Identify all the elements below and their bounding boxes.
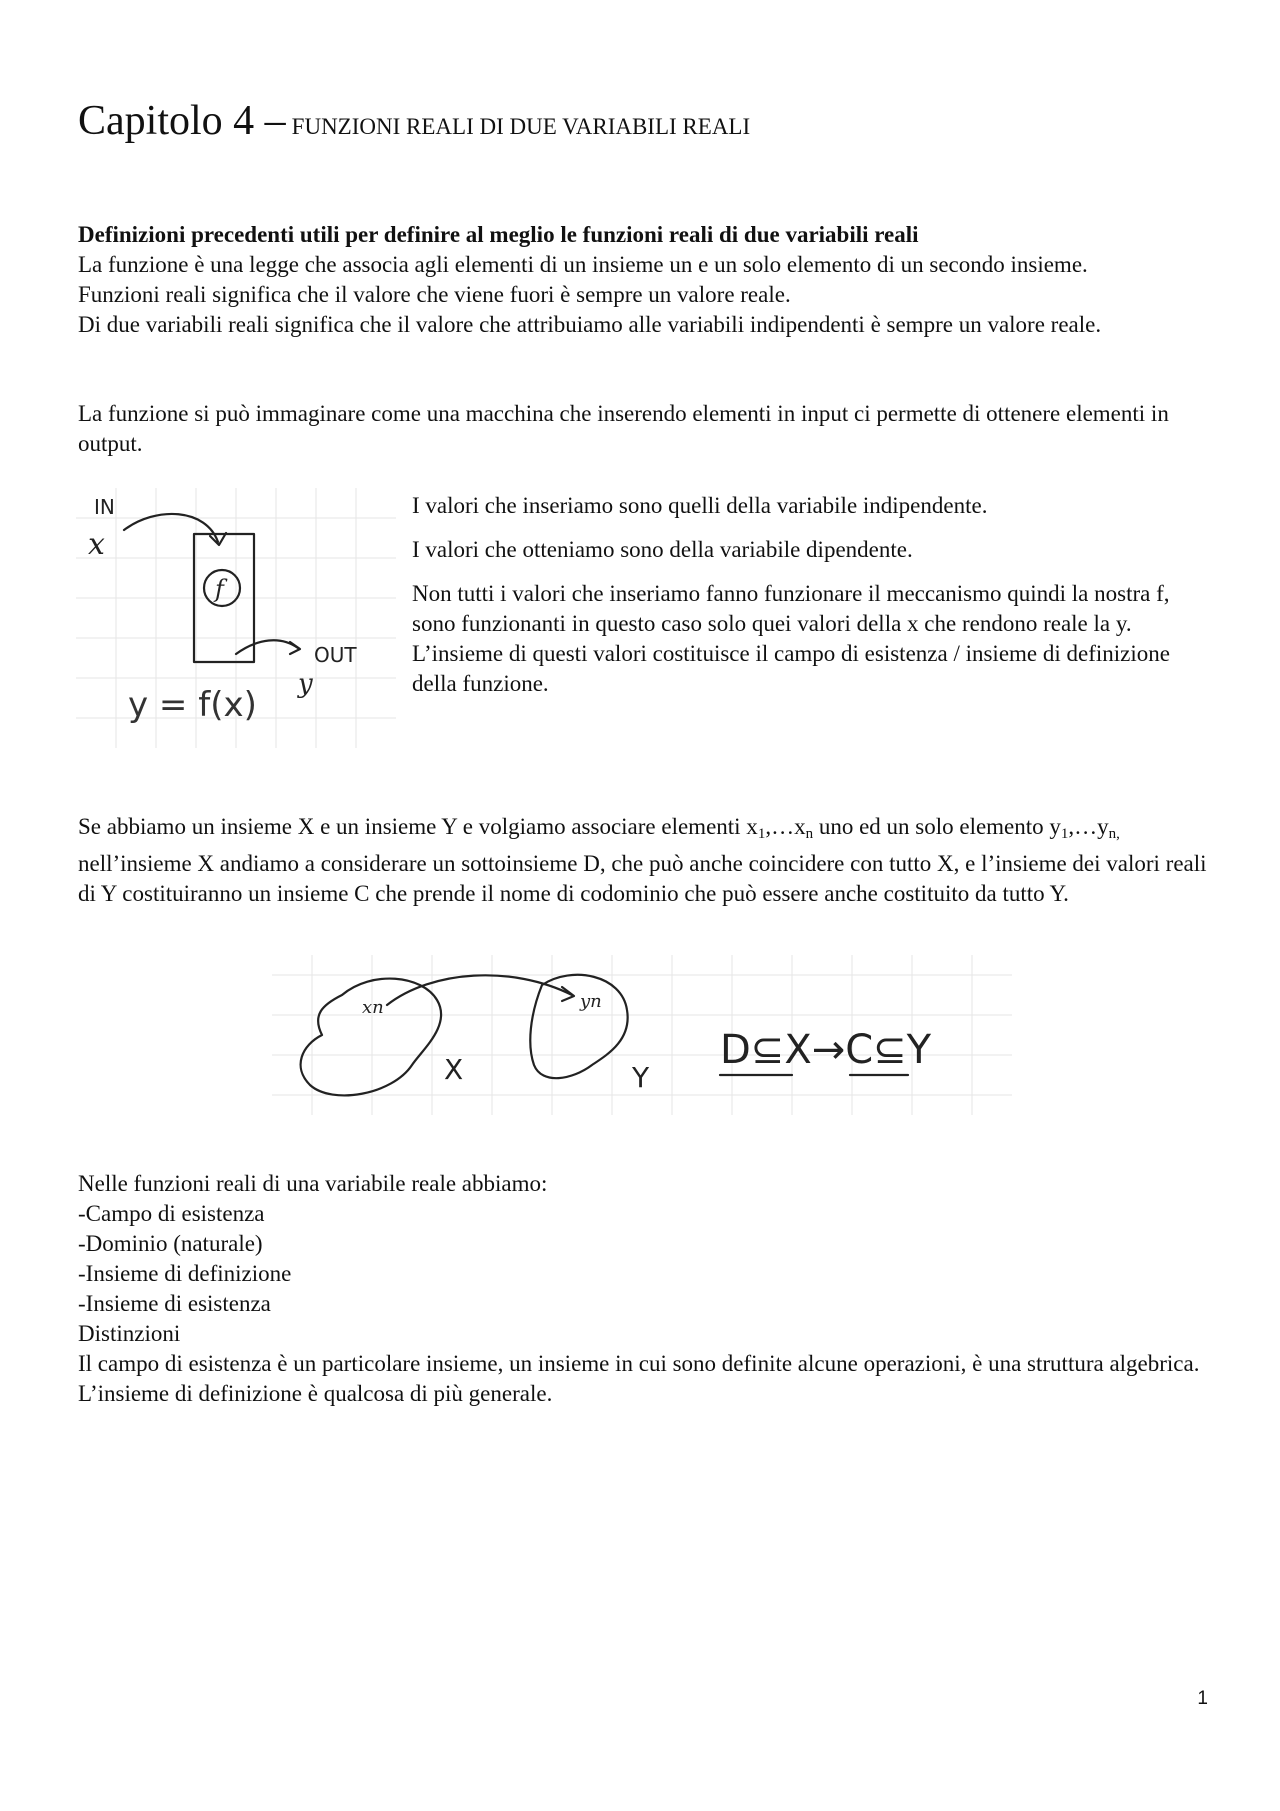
list-item: -Insieme di definizione [78, 1261, 292, 1286]
side-domain: L’insieme di questi valori costituisce il campo di esistenza / insieme di definizione della funzione. [412, 641, 1170, 696]
yn-label: yn [580, 991, 602, 1012]
section-sets [78, 812, 1208, 909]
section-one-variable [78, 1169, 1208, 1409]
section-heading: Definizioni precedenti utili per definire al meglio le funzioni reali di due variabili reali [78, 222, 919, 247]
sets-text-3: uno ed un solo elemento y [813, 814, 1061, 839]
subscript-n: n [805, 826, 814, 842]
set-y-label: Y [632, 1061, 650, 1094]
list-item: -Dominio (naturale) [78, 1231, 263, 1256]
chapter-number: Capitolo 4 – [78, 98, 286, 144]
list-item: -Insieme di esistenza [78, 1291, 271, 1316]
figure-explanation [412, 491, 1217, 713]
sets-text-1: Se abbiamo un insieme X e un insieme Y e volgiamo associare elementi x [78, 814, 758, 839]
sets-text-5: nell’insieme X andiamo a considerare un sottoinsieme D, che può anche coincidere con tutto X, e l’insieme dei valori reali di Y costituiranno un insieme C che prende il nome di codominio che può essere anche costituito da tutto Y. [78, 851, 1207, 906]
distinction-insieme: L’insieme di definizione è qualcosa di più generale. [78, 1381, 553, 1406]
paragraph-two-variables: Di due variabili reali significa che il valore che attribuiamo alle variabili indipendenti è sempre un valore reale. [78, 312, 1102, 337]
in-label: IN [94, 495, 115, 519]
xn-label: xn [362, 997, 384, 1018]
paragraph-function-definition: La funzione è una legge che associa agli elementi di un insieme un e un solo elemento di un secondo insieme. [78, 252, 1088, 277]
set-x-label: X [444, 1053, 464, 1086]
f-label: f [215, 575, 224, 603]
list-intro: Nelle funzioni reali di una variabile reale abbiamo: [78, 1171, 548, 1196]
paragraph-real-functions: Funzioni reali significa che il valore che viene fuori è sempre un valore reale. [78, 282, 791, 307]
paragraph-sets [78, 812, 1208, 909]
sets-text-4: ,…y [1068, 814, 1109, 839]
set-y-blob [530, 975, 627, 1078]
out-label: OUT [314, 643, 357, 667]
side-independent: I valori che inseriamo sono quelli della variabile indipendente. [412, 493, 988, 518]
section-machine [78, 399, 1208, 459]
subscript-1b: 1 [1060, 826, 1069, 842]
side-dependent: I valori che otteniamo sono della variabile dipendente. [412, 537, 913, 562]
relation-label: D⊆X→C⊆Y [720, 1027, 932, 1073]
y-label: y [298, 669, 313, 699]
output-arrow [236, 640, 298, 654]
mapping-arrow [387, 975, 572, 1005]
x-label: x [88, 527, 105, 562]
set-mapping-figure [272, 955, 1012, 1115]
side-not-all-values: Non tutti i valori che inseriamo fanno funzionare il meccanismo quindi la nostra f, sono funzionanti in questo caso solo quei valori della x che rendono reale la y. [412, 581, 1170, 636]
sets-text-2: ,…x [765, 814, 806, 839]
distinction-campo: Il campo di esistenza è un particolare insieme, un insieme in cui sono definite alcune operazioni, è una struttura algebrica. [78, 1351, 1200, 1376]
distinctions-label: Distinzioni [78, 1321, 181, 1346]
chapter-subject: FUNZIONI REALI DI DUE VARIABILI REALI [291, 114, 751, 139]
paragraph-machine: La funzione si può immaginare come una macchina che inserendo elementi in input ci permette di ottenere elementi in output. [78, 401, 1169, 456]
subscript-1: 1 [757, 826, 766, 842]
section-definitions [78, 220, 1208, 340]
subscript-nb: n, [1108, 826, 1120, 842]
function-machine-figure [76, 488, 396, 748]
output-arrowhead [290, 642, 300, 654]
list-item: -Campo di esistenza [78, 1201, 265, 1226]
page-number: 1 [1197, 1688, 1208, 1709]
chapter-title [78, 100, 750, 142]
formula-label: y = f(x) [128, 685, 257, 725]
